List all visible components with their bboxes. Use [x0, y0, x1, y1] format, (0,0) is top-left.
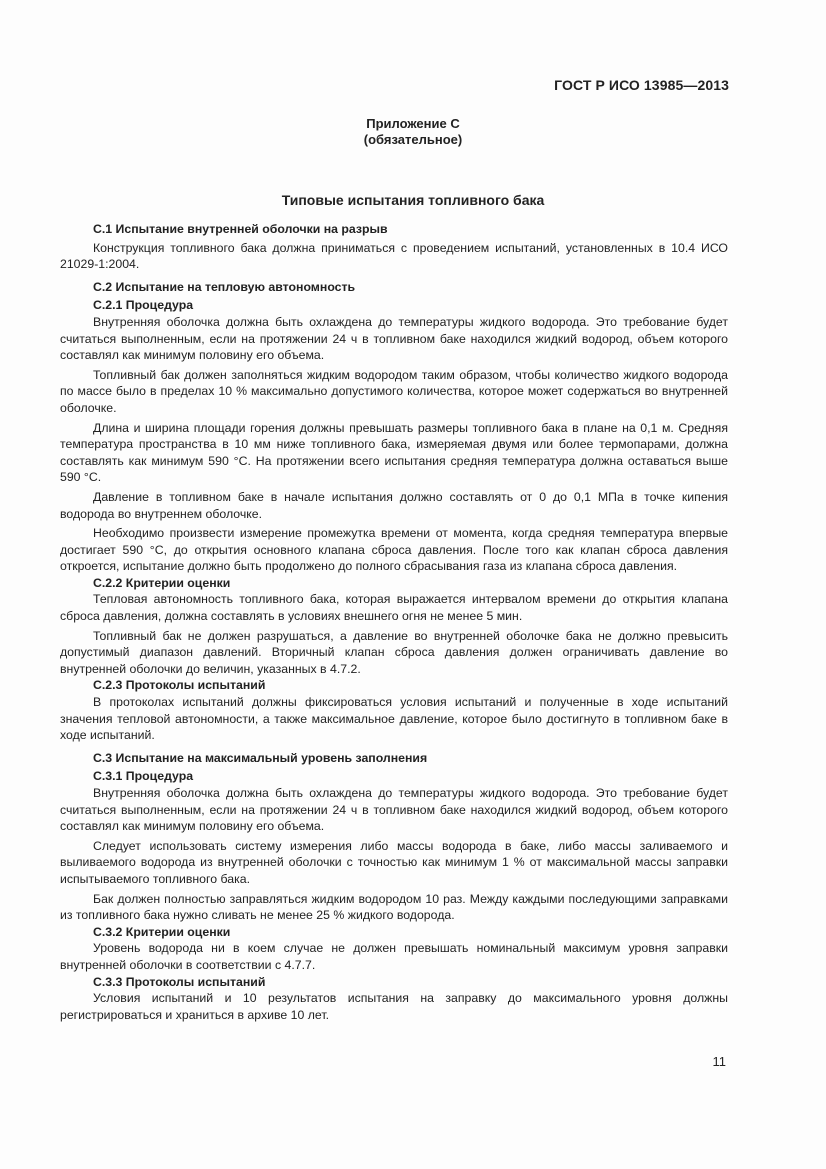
appendix-status: (обязательное)	[363, 132, 463, 147]
paragraph: Топливный бак должен заполняться жидким водородом таким образом, чтобы количество жидкого водорода по массе было в пределах 10 % максимально допустимого количества, которое может содержаться во внутренней оболочке.	[60, 367, 728, 415]
paragraph: Условия испытаний и 10 результатов испытания на заправку до максимального уровня должны регистрироваться и храниться в архиве 10 лет.	[60, 991, 728, 1022]
appendix-title: Приложение С	[366, 116, 460, 131]
document-title: Типовые испытания топливного бака	[281, 192, 545, 208]
document-body	[60, 221, 728, 1023]
paragraph: Уровень водорода ни в коем случае не должен превышать номинальный максимум уровня заправки внутренней оболочки в соответствии с 4.7.7.	[60, 941, 728, 972]
subsection-heading: С.2.1 Процедура	[93, 298, 194, 313]
paragraph: Конструкция топливного бака должна приниматься с проведением испытаний, установленных в 10.4 ИСО 21029-1:2004.	[60, 240, 728, 272]
paragraph: Длина и ширина площади горения должны превышать размеры топливного бака в плане на 0,1 м. Средняя температура пространства в 10 мм ниже топливного бака, измеряемая двумя или более термопарами, должна составлять как минимум 590 °С. На протяжении всего испытания средняя температура должна оставаться выше 590 °С.	[60, 420, 728, 485]
paragraph: В протоколах испытаний должны фиксироваться условия испытаний и полученные в ходе испытаний значения тепловой автономности, а также максимальное давление, которое было достигнуто в топливном баке в ходе испытаний.	[60, 695, 728, 743]
section-heading: С.3 Испытание на максимальный уровень заполнения	[93, 750, 428, 765]
section-heading: С.1 Испытание внутренней оболочки на разрыв	[93, 222, 388, 236]
paragraph: Давление в топливном баке в начале испытания должно составлять от 0 до 0,1 МПа в точке кипения водорода во внутреннем оболочке.	[60, 489, 728, 521]
subsection-heading: С.2.2 Критерии оценки	[93, 575, 231, 590]
section-heading: С.2 Испытание на тепловую автономность	[93, 279, 356, 294]
paragraph: Тепловая автономность топливного бака, которая выражается интервалом времени до открытия клапана сброса давления, должна составлять в условиях внешнего огня не менее 5 мин.	[60, 592, 728, 624]
subsection-heading: С.3.2 Критерии оценки	[93, 924, 231, 939]
standard-number: ГОСТ Р ИСО 13985—2013	[554, 77, 729, 93]
subsection-heading: С.2.3 Протоколы испытаний	[93, 678, 266, 693]
appendix-heading	[0, 116, 826, 148]
paragraph: Бак должен полностью заправляться жидким водородом 10 раз. Между каждыми последующими заправками из топливного бака нужно сливать не менее 25 % жидкого водорода.	[60, 891, 728, 923]
paragraph: Внутренняя оболочка должна быть охлаждена до температуры жидкого водорода. Это требование будет считаться выполненным, если на протяжении 24 ч в топливном баке находился жидкий водород, объем которого составлял как минимум половину его объема.	[60, 786, 728, 834]
paragraph: Внутренняя оболочка должна быть охлаждена до температуры жидкого водорода. Это требование будет считаться выполненным, если на протяжении 24 ч в топливном баке находился жидкий водород, объем которого составлял как минимум половину его объема.	[60, 314, 728, 363]
page-number: 11	[712, 1054, 726, 1069]
paragraph: Следует использовать систему измерения либо массы водорода в баке, либо массы заливаемого и выливаемого водорода из внутренней оболочки с точностью как минимум 1 % от максимальной массы заправки испытываемого топливного бака.	[60, 838, 728, 886]
subsection-heading: С.3.3 Протоколы испытаний	[93, 974, 266, 989]
paragraph: Необходимо произвести измерение промежутка времени от момента, когда средняя температура впервые достигает 590 °С, до открытия основного клапана сброса давления. После того как клапан сброса давления откроется, испытание должно быть продолжено до полного сбрасывания газа из клапана сброса давления.	[60, 526, 728, 574]
subsection-heading: С.3.1 Процедура	[93, 769, 194, 784]
paragraph: Топливный бак не должен разрушаться, а давление во внутренней оболочке бака не должно превысить допустимый диапазон давлений. Вторичный клапан сброса давления должен ограничивать давление во внутренней оболочки до величин, указанных в 4.7.2.	[60, 628, 728, 676]
